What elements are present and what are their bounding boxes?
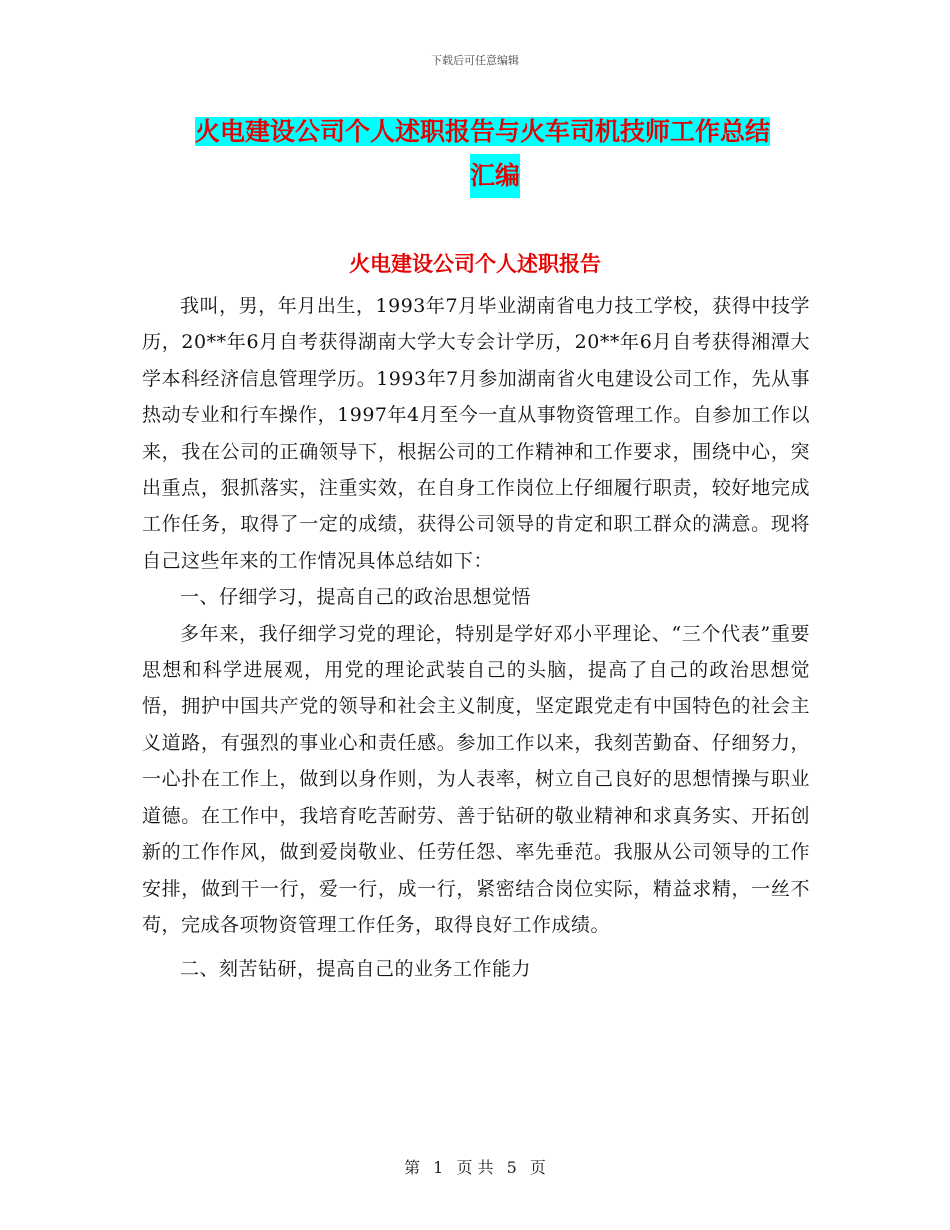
page-footer (0, 1155, 950, 1178)
footer-middle: 页 共 (456, 1158, 494, 1177)
section-title: 火电建设公司个人述职报告 (349, 252, 601, 276)
body-text (142, 288, 810, 988)
subheading-2: 二、刻苦钻研，提高自己的业务工作能力 (180, 958, 532, 981)
footer-suffix: 页 (529, 1158, 546, 1177)
footer-total-pages: 5 (506, 1158, 517, 1177)
paragraph-study: 多年来，我仔细学习党的理论，特别是学好邓小平理论、“三个代表”重要思想和科学进展观，用党的理论武装自己的头脑，提高了自己的政治思想觉悟，拥护中国共产党的领导和社会主义制度，坚定跟党走有中国特色的社会主义道路，有强烈的事业心和责任感。参加工作以来，我刻苦勤奋、仔细努力，一心扑在工作上，做到以身作则，为人表率，树立自己良好的思想情操与职业道德。在工作中，我培育吃苦耐劳、善于钻研的敬业精神和求真务实、开拓创新的工作作风，做到爱岗敬业、任劳任怨、率先垂范。我服从公司领导的工作安排，做到干一行，爱一行，成一行，紧密结合岗位实际，精益求精，一丝不苟，完成各项物资管理工作任务，取得良好工作成绩。 (142, 622, 810, 936)
document-title-line1: 火电建设公司个人述职报告与火车司机技师工作总结 (195, 117, 771, 146)
document-title (195, 110, 805, 198)
footer-current-page: 1 (433, 1158, 444, 1177)
subheading-1: 一、仔细学习，提高自己的政治思想觉悟 (180, 586, 532, 609)
header-note: 下载后可任意编辑 (431, 54, 519, 67)
footer-prefix: 第 (404, 1158, 421, 1177)
paragraph-intro: 我叫，男，年月出生，1993年7月毕业湖南省电力技工学校，获得中技学历，20**年6月自考获得湖南大学大专会计学历，20**年6月自考获得湘潭大学本科经济信息管理学历。1993年7月参加湖南省火电建设公司工作，先从事热动专业和行车操作，1997年4月至今一直从事物资管理工作。自参加工作以来，我在公司的正确领导下，根据公司的工作精神和工作要求，围绕中心，突出重点，狠抓落实，注重实效，在自身工作岗位上仔细履行职责，较好地完成工作任务，取得了一定的成绩，获得公司领导的肯定和职工群众的满意。现将自己这些年来的工作情况具体总结如下： (142, 295, 810, 572)
document-title-line2: 汇编 (470, 154, 520, 198)
